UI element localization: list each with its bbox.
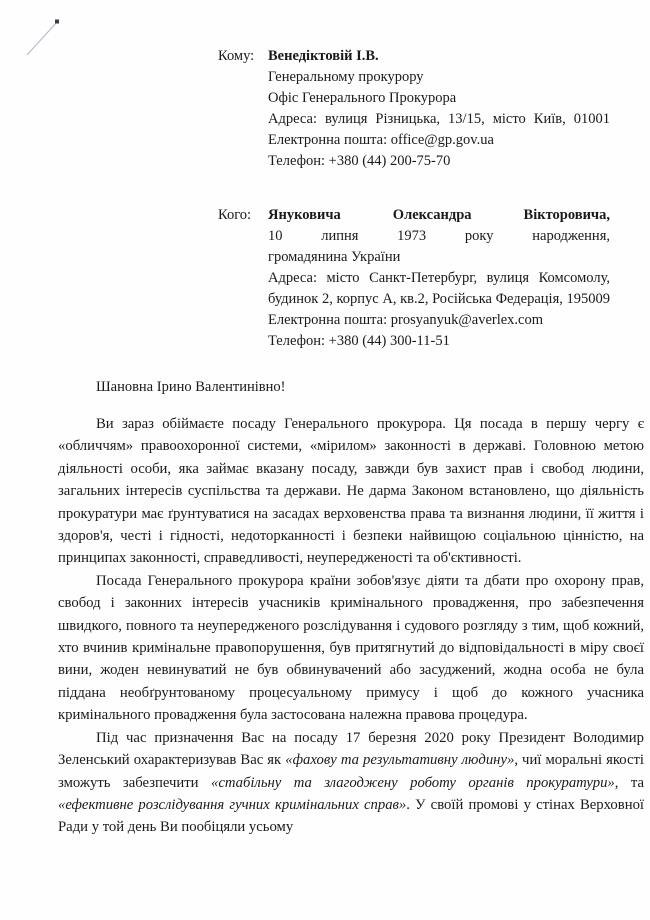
paragraph-3 [58,727,644,839]
recipient-phone: Телефон: +380 (44) 200-75-70 [268,153,451,169]
p3-text-c: , та [614,774,644,791]
p3-text-b: , чиї моральні якості зможуть забезпечити [58,752,644,791]
letter-body [58,413,644,839]
p3-quote-3: «ефективне розслідування гучних кримінальних справ» [58,796,407,813]
sender-citizenship: громадянина України [268,249,401,265]
recipient-label: Кому: [218,48,255,64]
paragraph-2: Посада Генерального прокурора країни зобов'язує діяти та дбати про охорону прав, свобод і законних інтересів учасників кримінального провадження, про забезпечення швидкого, повного та неупередженого розслідування і судового розгляду з тим, щоб кожний, хто вчинив кримінальне правопорушення, був притягнутий до відповідальності в міру своєї вини, жоден невинуватий не був обвинувачений або засуджений, жодна особа не була піддана необґрунтованому процесуальному примусу і щоб до кожного учасника кримінального провадження була застосована належна правова процедура. [58,572,644,724]
sender-phone: Телефон: +380 (44) 300-11-51 [268,333,450,349]
recipient-email: Електронна пошта: office@gp.gov.ua [268,132,494,148]
p3-text-d: . У своїй промові у стінах Верховної Ради у той день Ви пообіцяли усьому [58,796,644,836]
recipient-name: Венедіктовій І.В. [268,48,379,64]
sender-address: Адреса: місто Санкт-Петербург, вулиця Комсомолу, будинок 2, корпус А, кв.2, Російська Федерація, 195009 [268,270,610,307]
p3-text-a: Під час призначення Вас на посаду 17 березня 2020 року Президент Володимир Зеленський охарактеризував Вас як [58,729,644,769]
recipient-row [218,46,610,172]
recipient-details [268,46,610,172]
recipient-address: Адреса: вулиця Різницька, 13/15, місто Київ, 01001 [268,111,610,127]
p3-quote-1: «фахову та результативну людину» [285,752,515,769]
sender-birth-date: 10 липня 1973 року народження, [268,228,610,244]
salutation: Шановна Ірино Валентинівно! [96,379,286,395]
diagonal-pen-stroke-icon [26,18,60,58]
sender-address-block [218,205,610,352]
sender-label: Кого: [218,207,252,223]
recipient-address-block [218,46,610,172]
sender-row [218,205,610,352]
sender-email: Електронна пошта: prosyanyuk@averlex.com [268,312,544,328]
recipient-organization: Офіс Генерального Прокурора [268,90,457,106]
sender-details [268,205,610,352]
paragraph-1: Ви зараз обіймаєте посаду Генерального прокурора. Ця посада в першу чергу є «обличчям» правоохоронної системи, «мірилом» законності в державі. Головною метою діяльності особи, яка займає вказану посаду, завжди був захист прав і свобод людини, загальних інтересів суспільства та держави. Не дарма Законом встановлено, що діяльність прокуратури має ґрунтуватися на засадах верховенства права та визнання людини, її життя і здоров'я, честі і гідності, недоторканності і безпеки найвищою соціальною цінністю, на принципах законності, справедливості, неупередженості та об'єктивності. [58,416,644,567]
sender-name: Януковича Олександра Вікторовича, [268,207,610,223]
p3-quote-2: «стабільну та злагоджену роботу органів прокуратури» [210,774,615,791]
recipient-position: Генеральному прокурору [268,69,424,85]
